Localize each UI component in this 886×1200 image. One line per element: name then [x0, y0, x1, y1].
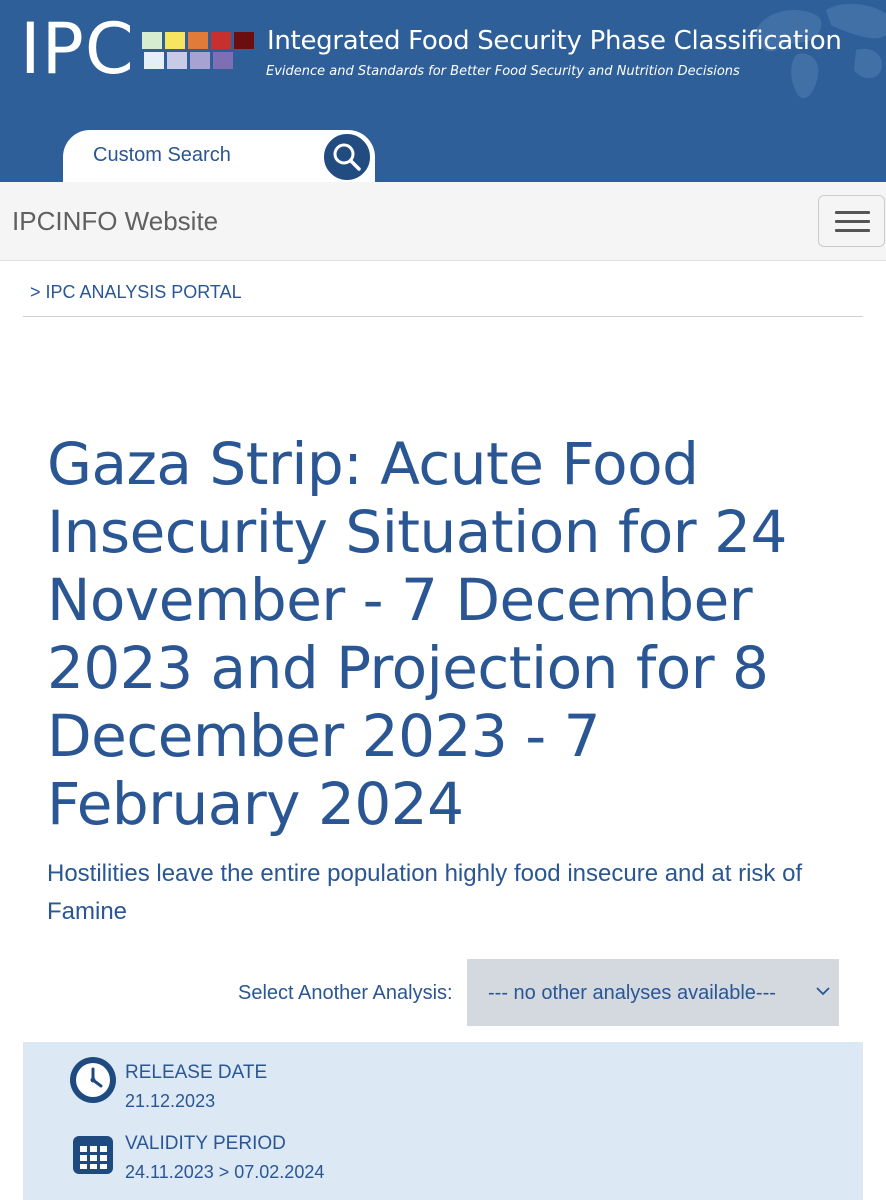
site-title: Integrated Food Security Phase Classification	[267, 26, 842, 56]
site-header	[0, 0, 886, 182]
navbar	[0, 182, 886, 261]
validity-period-label: VALIDITY PERIOD	[125, 1133, 286, 1154]
world-map-graphic	[726, 0, 886, 120]
release-date-label: RELEASE DATE	[125, 1062, 268, 1083]
breadcrumb-link[interactable]: > IPC ANALYSIS PORTAL	[30, 282, 242, 302]
clock-icon	[69, 1056, 117, 1104]
divider	[23, 316, 863, 317]
palette-swatch	[211, 32, 231, 49]
calendar-icon	[71, 1132, 115, 1176]
palette-swatch	[234, 32, 254, 49]
analysis-select[interactable]	[467, 959, 839, 1026]
ipc-logo[interactable]: IPC	[20, 8, 135, 90]
palette-swatch	[165, 32, 185, 49]
search-button[interactable]	[322, 132, 372, 182]
search-bar	[63, 130, 375, 182]
search-icon	[332, 142, 362, 172]
analysis-select-value: --- no other analyses available---	[488, 982, 776, 1004]
navbar-brand[interactable]: IPCINFO Website	[12, 206, 219, 236]
page-subtitle: Hostilities leave the entire population highly food insecure and at risk of Famine	[47, 860, 803, 925]
page-title: Gaza Strip: Acute Food Insecurity Situation for 24 November - 7 December 2023 and Projection for 8 December 2023 - 7 February 2024	[47, 430, 787, 838]
chevron-down-icon	[815, 983, 831, 999]
hamburger-icon-bar	[835, 220, 870, 223]
palette-swatch	[188, 32, 208, 49]
analysis-info-panel	[23, 1042, 863, 1200]
palette-swatch	[142, 32, 162, 49]
palette-swatch	[167, 52, 187, 69]
hamburger-icon	[835, 211, 870, 214]
menu-toggle-button[interactable]	[818, 195, 885, 247]
analysis-select-label: Select Another Analysis:	[238, 982, 453, 1004]
phase-color-palette	[142, 32, 254, 72]
search-input[interactable]	[93, 144, 313, 167]
palette-swatch	[190, 52, 210, 69]
hamburger-icon-bar	[835, 229, 870, 232]
site-tagline: Evidence and Standards for Better Food Security and Nutrition Decisions	[266, 64, 740, 79]
palette-swatch	[144, 52, 164, 69]
validity-period-value: 24.11.2023 > 07.02.2024	[125, 1162, 325, 1182]
release-date-value: 21.12.2023	[125, 1091, 216, 1111]
palette-swatch	[213, 52, 233, 69]
